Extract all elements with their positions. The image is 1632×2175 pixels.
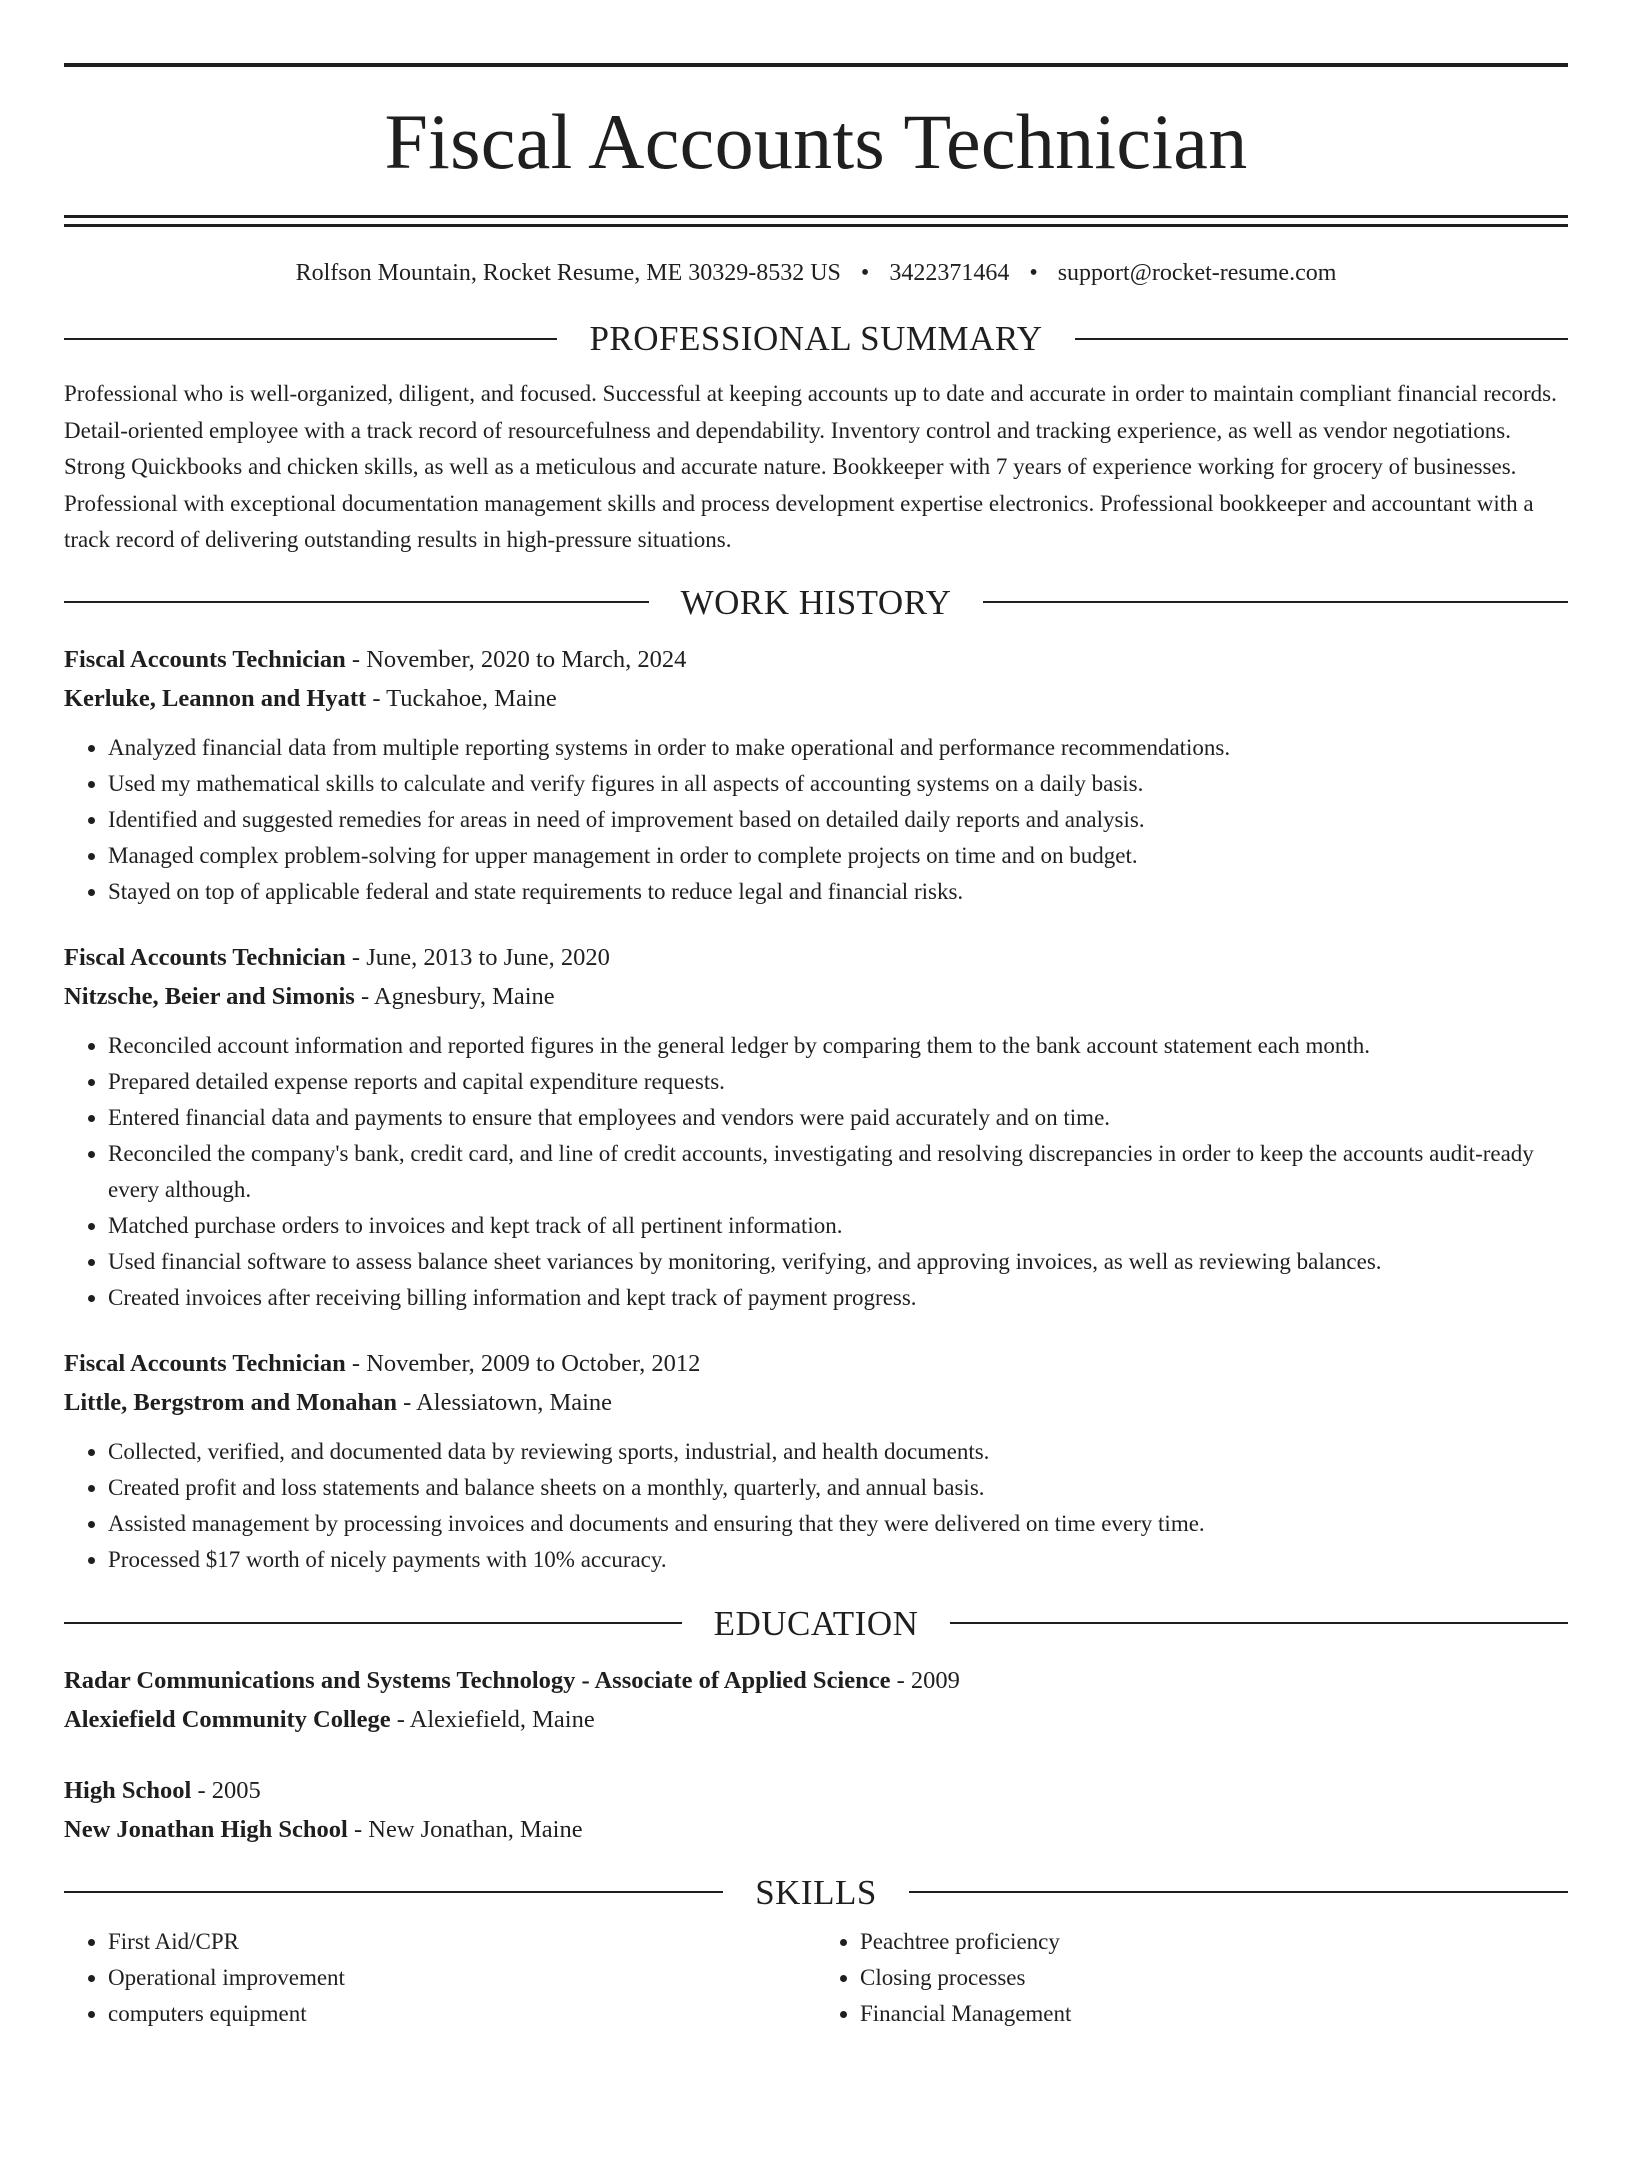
education-year: - 2009 <box>890 1666 960 1694</box>
job-bullet: • Collected, verified, and documented data by reviewing sports, industrial, and health documents. <box>108 1434 1568 1470</box>
contact-separator: • <box>860 260 870 286</box>
section-rule <box>909 1891 1568 1893</box>
education-entry <box>64 1771 1568 1849</box>
job-bullet: • Created invoices after receiving billing information and kept track of payment progress. <box>108 1280 1568 1316</box>
job-bullet: • Prepared detailed expense reports and capital expenditure requests. <box>108 1064 1568 1100</box>
job-bullet: • Assisted management by processing invoices and documents and ensuring that they were delivered on time every time. <box>108 1506 1568 1542</box>
job-bullets <box>64 1434 1568 1578</box>
skills-column-right <box>816 1924 1568 2032</box>
section-header-skills <box>64 1872 1568 1912</box>
section-header-summary <box>64 321 1568 356</box>
contact-separator: • <box>1029 260 1038 286</box>
job-company: Nitzsche, Beier and Simonis <box>64 982 355 1010</box>
job-company-line <box>64 1383 1568 1422</box>
skill-item: • computers equipment <box>108 1996 816 2032</box>
skills-list <box>64 1924 1568 2032</box>
skill-item: • Financial Management <box>860 1996 1568 2032</box>
job-title-line <box>64 640 1568 679</box>
job-bullet: • Identified and suggested remedies for areas in need of improvement based on detailed daily reports and analysis. <box>108 802 1568 838</box>
job-bullet: • Matched purchase orders to invoices and kept track of all pertinent information. <box>108 1208 1568 1244</box>
job-bullet: • Used my mathematical skills to calculate and verify figures in all aspects of accounting systems on a daily basis. <box>108 766 1568 802</box>
job-role: Fiscal Accounts Technician <box>64 645 346 673</box>
education-degree-line <box>64 1771 1568 1810</box>
education-location: - Alexiefield, Maine <box>390 1705 595 1733</box>
section-rule <box>64 1622 682 1624</box>
job-title-line <box>64 938 1568 977</box>
education-school: New Jonathan High School <box>64 1815 348 1843</box>
skills-column-left <box>64 1924 816 2032</box>
job-bullets <box>64 1028 1568 1316</box>
job-bullet: • Stayed on top of applicable federal and state requirements to reduce legal and financial risks. <box>108 874 1568 910</box>
education-school: Alexiefield Community College <box>64 1705 391 1733</box>
section-title: PROFESSIONAL SUMMARY <box>589 319 1043 358</box>
education-entry <box>64 1661 1568 1739</box>
section-rule <box>64 338 557 340</box>
top-rule <box>64 63 1568 67</box>
contact-phone: 3422371464 <box>889 260 1010 286</box>
job-entry <box>64 1344 1568 1578</box>
job-company: Kerluke, Leannon and Hyatt <box>64 684 367 712</box>
education-degree: Radar Communications and Systems Technology - Associate of Applied Science <box>64 1666 891 1694</box>
job-bullet: • Reconciled the company's bank, credit card, and line of credit accounts, investigating and resolving discrepancies in order to keep the accounts audit-ready every although. <box>108 1136 1568 1208</box>
job-company-line <box>64 977 1568 1016</box>
contact-address: Rolfson Mountain, Rocket Resume, ME 30329-8532 US <box>295 260 841 286</box>
education-degree-line <box>64 1661 1568 1700</box>
resume-name: Fiscal Accounts Technician <box>384 98 1248 185</box>
job-entry <box>64 640 1568 910</box>
job-bullet: • Analyzed financial data from multiple reporting systems in order to make operational and performance recommendations. <box>108 730 1568 766</box>
job-location: - Alessiatown, Maine <box>397 1388 613 1416</box>
job-bullet: • Managed complex problem-solving for upper management in order to complete projects on time and on budget. <box>108 838 1568 874</box>
job-dates: - November, 2009 to October, 2012 <box>345 1349 701 1377</box>
job-role: Fiscal Accounts Technician <box>64 1349 346 1377</box>
summary-text: Professional who is well-organized, diligent, and focused. Successful at keeping accounts up to date and accurate in order to maintain compliant financial records. Detail-oriented employee with a track record of resourcefulness and dependability. Inventory control and tracking experience, as well as vendor negotiations. Strong Quickbooks and chicken skills, as well as a meticulous and accurate nature. Bookkeeper with 7 years of experience working for grocery of businesses. Professional with exceptional documentation management skills and process development expertise electronics. Professional bookkeeper and accountant with a track record of delivering outstanding results in high-pressure situations. <box>64 381 1557 552</box>
education-school-line <box>64 1810 1568 1849</box>
job-bullet: • Reconciled account information and reported figures in the general ledger by comparing them to the bank account statement each month. <box>108 1028 1568 1064</box>
job-entry <box>64 938 1568 1316</box>
job-bullets <box>64 730 1568 910</box>
resume-page <box>0 63 1632 2175</box>
contact-line <box>64 261 1568 285</box>
job-bullet: • Used financial software to assess balance sheet variances by monitoring, verifying, and approving invoices, as well as reviewing balances. <box>108 1244 1568 1280</box>
job-title-line <box>64 1344 1568 1383</box>
skill-item: • Peachtree proficiency <box>860 1924 1568 1960</box>
section-header-work <box>64 582 1568 622</box>
education-location: - New Jonathan, Maine <box>347 1815 583 1843</box>
job-location: - Agnesbury, Maine <box>354 982 555 1010</box>
job-bullet: • Processed $17 worth of nicely payments with 10% accuracy. <box>108 1542 1568 1578</box>
contact-email: support@rocket-resume.com <box>1057 260 1337 286</box>
skill-item: • First Aid/CPR <box>108 1924 816 1960</box>
education-degree: High School <box>64 1776 192 1804</box>
section-rule <box>983 601 1568 603</box>
section-title: WORK HISTORY <box>680 582 952 622</box>
section-title: SKILLS <box>755 1872 877 1912</box>
job-role: Fiscal Accounts Technician <box>64 943 346 971</box>
job-company: Little, Bergstrom and Monahan <box>64 1388 398 1416</box>
section-header-education <box>64 1603 1568 1643</box>
section-rule <box>64 1891 723 1893</box>
section-rule <box>64 601 649 603</box>
skill-item: • Operational improvement <box>108 1960 816 1996</box>
skill-item: • Closing processes <box>860 1960 1568 1996</box>
double-rule <box>64 215 1568 227</box>
section-rule <box>1075 338 1568 340</box>
job-bullet: • Entered financial data and payments to ensure that employees and vendors were paid accurately and on time. <box>108 1100 1568 1136</box>
job-dates: - June, 2013 to June, 2020 <box>345 943 610 971</box>
job-bullet: • Created profit and loss statements and balance sheets on a monthly, quarterly, and annual basis. <box>108 1470 1568 1506</box>
section-rule <box>950 1622 1568 1624</box>
job-dates: - November, 2020 to March, 2024 <box>345 645 687 673</box>
job-company-line <box>64 679 1568 718</box>
education-year: - 2005 <box>191 1776 261 1804</box>
section-title: EDUCATION <box>713 1603 919 1643</box>
job-location: - Tuckahoe, Maine <box>366 684 557 712</box>
education-school-line <box>64 1700 1568 1739</box>
